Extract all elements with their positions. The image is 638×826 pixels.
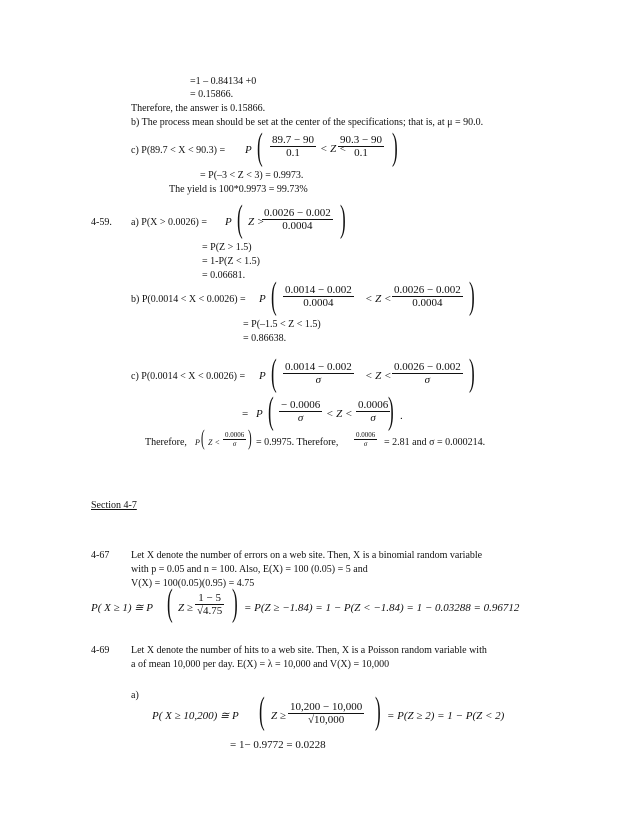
part-b-line: b) The process mean should be set at the center of the specifications; that is, at μ = 90.0. [131,117,484,128]
denominator: 0.1 [354,147,368,159]
numerator: 0.0006 [225,431,245,439]
fraction [262,207,333,232]
fraction [288,701,364,726]
inequality: Z < [208,438,220,447]
fraction [392,361,463,386]
section-heading: Section 4-7 [91,500,137,511]
denominator: √4.75 [197,605,223,617]
period: . [400,410,403,422]
denominator: 0.0004 [303,297,334,309]
prob-symbol: P [245,144,252,156]
part-a-label: a) [131,690,139,701]
equation-left: P( X ≥ 1) ≅ P [91,602,153,614]
step-line: = 1-P(Z < 1.5) [202,256,260,267]
step-line: = P(–3 < Z < 3) = 0.9973. [200,170,304,181]
left-paren: ( [259,690,265,732]
inequality: Z ≥ [271,710,286,722]
left-paren: ( [201,425,205,450]
numerator: 0.0006 [358,399,389,411]
step-line: =1 – 0.84134 +0 [190,76,257,87]
prob-symbol: P [225,216,232,228]
right-paren: ) [388,390,394,432]
numerator: 10,200 − 10,000 [290,701,363,713]
fraction [356,399,390,424]
inequality: < Z < [365,370,392,382]
denominator: σ [424,374,431,386]
left-paren: ( [257,126,263,168]
fraction [283,284,354,309]
denominator: σ [363,440,368,448]
fraction [354,431,377,448]
denominator: σ [232,440,237,448]
right-paren: ) [248,425,252,450]
equation-right: = P(Z ≥ 2) = 1 − P(Z < 2) [387,710,505,722]
denominator: σ [370,412,376,424]
answer-line: Therefore, the answer is 0.15866. [131,103,266,114]
left-paren: ( [271,275,277,317]
denominator: 0.0004 [282,220,313,232]
equation-right: = P(Z ≥ −1.84) = 1 − P(Z < −1.84) = 1 − 0.03288 = 0.96712 [244,602,520,614]
numerator: 0.0014 − 0.002 [285,284,352,296]
prob-symbol: P [256,408,263,420]
fraction [270,134,316,159]
problem-text: V(X) = 100(0.05)(0.95) = 4.75 [131,578,255,589]
step-line: = 0.86638. [243,333,287,344]
left-paren: ( [271,352,277,394]
denominator: 0.1 [286,147,300,159]
problem-text: Let X denote the number of errors on a web site. Then, X is a binomial random variable [131,550,483,561]
inequality: < Z < [326,408,353,420]
right-paren: ) [469,352,475,394]
numerator: 1 − 5 [195,592,224,605]
equals-sign: = [242,408,249,420]
left-paren: ( [268,390,274,432]
numerator: 0.0026 − 0.002 [394,361,461,373]
problem-text: Let X denote the number of hits to a web site. Then, X is a Poisson random variable with [131,645,487,656]
fraction [283,361,354,386]
fraction [338,134,384,159]
yield-line: The yield is 100*0.9973 = 99.73% [169,184,308,195]
denominator: 0.0004 [412,297,443,309]
left-paren: ( [167,582,173,624]
numerator: 89.7 − 90 [272,134,314,146]
therefore-text: Therefore, [145,437,187,448]
prob-symbol: P [259,293,266,305]
numerator: 0.0014 − 0.002 [285,361,352,373]
numerator: 90.3 − 90 [340,134,382,146]
fraction [392,284,463,309]
fraction [223,431,246,448]
part-b-label: b) P(0.0014 < X < 0.0026) = [131,294,246,305]
step-line: = P(Z > 1.5) [202,242,252,253]
prob-symbol: P [195,438,200,447]
therefore-text: = 2.81 and σ = 0.000214. [384,437,486,448]
inequality: < Z < [320,143,347,155]
part-c-label: c) P(89.7 < X < 90.3) = [131,145,226,156]
numerator: − 0.0006 [281,399,321,411]
left-paren: ( [237,198,243,240]
inequality: Z ≥ [178,602,193,614]
problem-text: with p = 0.05 and n = 100. Also, E(X) = 100 (0.05) = 5 and [131,564,368,575]
numerator: 0.0006 [356,431,376,439]
denominator: σ [297,412,304,424]
prob-symbol: P [259,370,266,382]
step-line: = 0.15866. [190,89,234,100]
fraction [279,399,322,424]
right-paren: ) [232,582,238,624]
problem-number: 4-67 [91,550,110,561]
step-line: = P(–1.5 < Z < 1.5) [243,319,321,330]
part-c-label: c) P(0.0014 < X < 0.0026) = [131,371,246,382]
equation-left: P( X ≥ 10,200) ≅ P [152,710,239,722]
part-a-label: a) P(X > 0.0026) = [131,217,207,228]
therefore-text: = 0.9975. Therefore, [256,437,339,448]
numerator: 0.0026 − 0.002 [394,284,461,296]
denominator: σ [315,374,322,386]
problem-number: 4-69 [91,645,110,656]
result-line: = 1− 0.9772 = 0.0228 [230,739,326,751]
step-line: = 0.06681. [202,270,246,281]
problem-text: a of mean 10,000 per day. E(X) = λ = 10,000 and V(X) = 10,000 [131,659,390,670]
inequality: < Z < [365,293,392,305]
problem-number: 4-59. [91,217,112,228]
right-paren: ) [375,690,381,732]
right-paren: ) [392,126,398,168]
denominator: √10,000 [307,714,345,726]
right-paren: ) [340,198,346,240]
inequality: Z > [248,216,265,228]
numerator: 0.0026 − 0.002 [264,207,331,219]
right-paren: ) [469,275,475,317]
fraction [195,592,224,617]
